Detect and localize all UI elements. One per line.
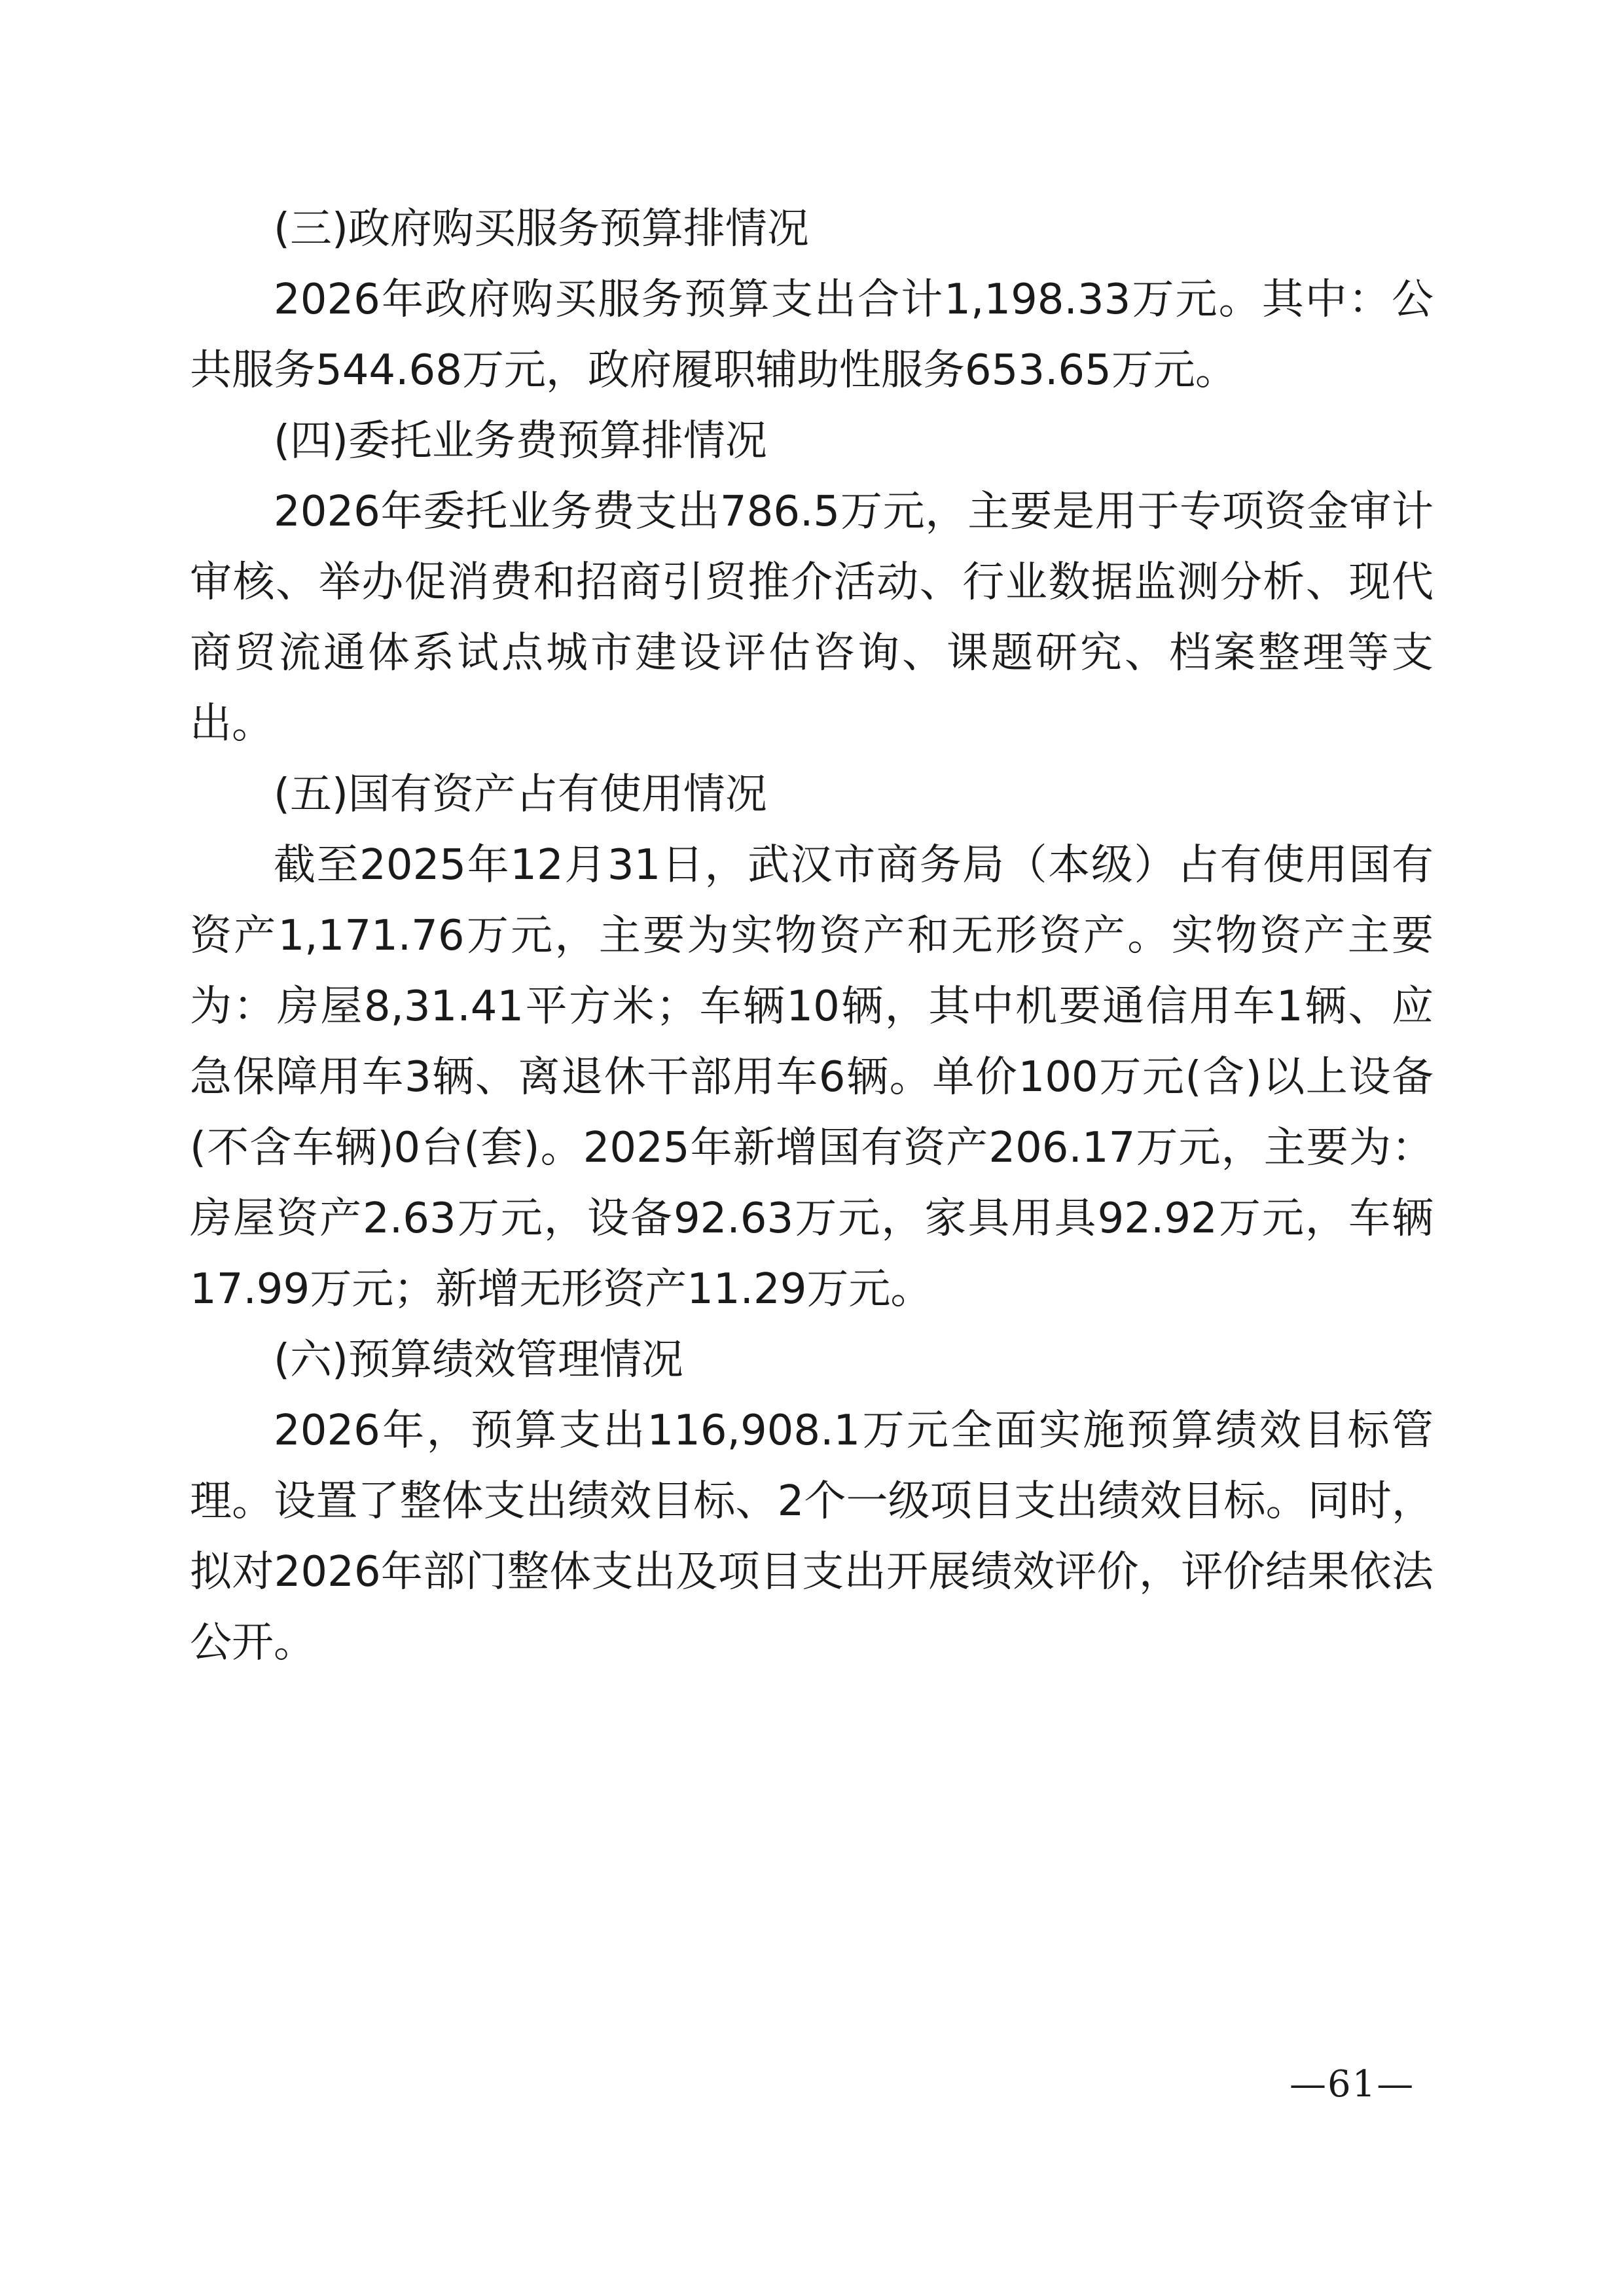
section-body-state-assets: 截至2025年12月31日，武汉市商务局（本级）占有使用国有资产1,171.76万元，主要为实物资产和无形资产。实物资产主要为：房屋8,31.41平方米；车辆10辆，其中机要通信用车1辆、应急保障用车3辆、离退休干部用车6辆。单价100万元(含)以上设备(不含车辆)0台(套)。2025年新增国有资产206.17万元，主要为：房屋资产2.63万元，设备92.63万元，家具用具92.92万元，车辆17.99万元；新增无形资产11.29万元。 — [190, 841, 1434, 1314]
page-number: —61— — [1290, 2063, 1415, 2106]
section-body-performance-management: 2026年，预算支出116,908.1万元全面实施预算绩效目标管理。设置了整体支出绩效目标、2个一级项目支出绩效目标。同时，拟对2026年部门整体支出及项目支出开展绩效评价，评价结果依法公开。 — [190, 1407, 1434, 1667]
section-heading-entrusted-business: (四)委托业务费预算排情况 — [274, 417, 767, 465]
section-body-entrusted-business: 2026年委托业务费支出786.5万元，主要是用于专项资金审计审核、举办促消费和招商引贸推介活动、行业数据监测分析、现代商贸流通体系试点城市建设评估咨询、课题研究、档案整理等支出。 — [190, 488, 1434, 748]
section-heading-performance-management: (六)预算绩效管理情况 — [274, 1336, 683, 1384]
section-heading-government-procurement: (三)政府购买服务预算排情况 — [274, 205, 809, 253]
section-heading-state-assets: (五)国有资产占有使用情况 — [274, 770, 767, 819]
section-body-government-procurement: 2026年政府购买服务预算支出合计1,198.33万元。其中：公共服务544.68万元，政府履职辅助性服务653.65万元。 — [190, 276, 1434, 395]
document-body — [190, 194, 1434, 1678]
